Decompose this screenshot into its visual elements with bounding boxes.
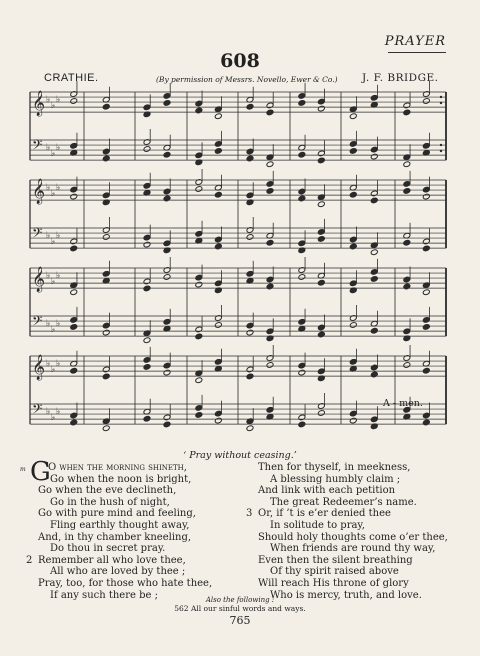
- permission-note: (By permission of Messrs. Novello, Ewer & Co.): [156, 75, 338, 84]
- note-head: [246, 148, 254, 155]
- note-head: [214, 148, 222, 155]
- verse-line: And link with each petition: [258, 485, 396, 497]
- note-head: [102, 425, 110, 432]
- also-label: Also the following :: [205, 596, 275, 604]
- note-head: [143, 234, 151, 241]
- note-head: [349, 141, 357, 148]
- verse-line: Of thy spirit raised above: [270, 566, 399, 578]
- flat-sign: ♭: [46, 407, 51, 417]
- verse-line: Pray, too, for those who hate thee,: [38, 577, 213, 589]
- note-head: [317, 324, 325, 331]
- note-head: [403, 328, 411, 335]
- treble-clef: 𝄞: [32, 91, 46, 116]
- page-number: 765: [229, 614, 251, 627]
- note-head: [370, 371, 378, 378]
- flat-sign: ♭: [46, 271, 51, 281]
- note-head: [349, 410, 357, 417]
- note-head: [70, 324, 78, 331]
- drop-capital: G: [30, 457, 51, 487]
- note-head: [195, 412, 203, 419]
- note-head: [214, 141, 222, 148]
- note-head: [246, 103, 254, 110]
- flat-sign: ♭: [51, 325, 56, 335]
- note-head: [370, 416, 378, 423]
- note-head: [349, 148, 357, 155]
- note-head: [422, 238, 430, 245]
- verse-line: Will reach His throne of glory: [258, 577, 409, 589]
- flat-sign: ♭: [51, 277, 56, 287]
- note-head: [403, 161, 411, 168]
- verse-line: Should holy thoughts come o’er thee,: [258, 531, 448, 543]
- verse-line: When friends are round thy way,: [270, 543, 436, 555]
- note-head: [422, 324, 430, 331]
- note-head: [102, 234, 110, 241]
- note-head: [163, 188, 171, 195]
- note-head: [266, 276, 274, 283]
- note-head: [195, 405, 203, 412]
- verse-line: The great Redeemer’s name.: [270, 496, 417, 508]
- note-head: [403, 283, 411, 290]
- hymn-number: 608: [220, 50, 260, 72]
- note-head: [214, 280, 222, 287]
- note-head: [298, 151, 306, 158]
- note-head: [195, 152, 203, 159]
- note-head: [214, 243, 222, 250]
- note-head: [266, 239, 274, 246]
- note-head: [102, 155, 110, 162]
- note-head: [163, 100, 171, 107]
- note-head: [266, 283, 274, 290]
- verse-3-lines: [250, 520, 460, 601]
- note-head: [298, 188, 306, 195]
- note-head: [195, 333, 203, 340]
- note-head: [349, 236, 357, 243]
- note-head: [298, 274, 306, 281]
- note-head: [143, 415, 151, 422]
- epigraph: ‘ Pray without ceasing.’: [183, 450, 297, 461]
- section-label: PRAYER: [384, 34, 446, 49]
- verse-line: If any such there be ;: [50, 589, 158, 601]
- note-head: [246, 425, 254, 432]
- note-head: [298, 362, 306, 369]
- note-head: [70, 193, 78, 200]
- note-head: [349, 243, 357, 250]
- note-head: [370, 146, 378, 153]
- note-head: [70, 245, 78, 252]
- note-head: [143, 241, 151, 248]
- note-head: [349, 359, 357, 366]
- note-head: [298, 93, 306, 100]
- verse-line: Who is mercy, truth, and love.: [270, 589, 422, 601]
- note-head: [422, 98, 430, 105]
- note-head: [246, 234, 254, 241]
- note-head: [422, 317, 430, 324]
- note-head: [163, 319, 171, 326]
- flat-sign: ♭: [51, 237, 56, 247]
- note-head: [143, 146, 151, 153]
- note-head: [143, 337, 151, 344]
- note-head: [349, 280, 357, 287]
- note-head: [214, 191, 222, 198]
- note-head: [195, 107, 203, 114]
- note-head: [163, 274, 171, 281]
- verse-line: Go in the hush of night,: [50, 496, 170, 508]
- note-head: [163, 414, 171, 421]
- verse-line: And, in thy chamber kneeling,: [38, 531, 192, 543]
- note-head: [70, 186, 78, 193]
- note-head: [422, 419, 430, 426]
- verse-line: Fling earthly thought away,: [50, 519, 190, 531]
- note-head: [246, 373, 254, 380]
- note-head: [317, 201, 325, 208]
- note-head: [163, 195, 171, 202]
- note-head: [163, 362, 171, 369]
- note-head: [102, 103, 110, 110]
- note-head: [403, 362, 411, 369]
- note-head: [370, 276, 378, 283]
- note-head: [422, 193, 430, 200]
- hymn-text-right-column: [246, 462, 460, 601]
- note-head: [266, 328, 274, 335]
- flat-sign: ♭: [46, 143, 51, 153]
- note-head: [102, 373, 110, 380]
- note-head: [143, 357, 151, 364]
- note-head: [317, 236, 325, 243]
- note-head: [102, 271, 110, 278]
- line-text: Or, if ’t is e’er denied thee: [258, 508, 391, 520]
- note-head: [422, 289, 430, 296]
- note-head: [317, 150, 325, 157]
- treble-clef: 𝄞: [32, 355, 46, 380]
- note-head: [163, 93, 171, 100]
- note-head: [266, 181, 274, 188]
- note-head: [102, 322, 110, 329]
- note-head: [246, 329, 254, 336]
- verse-mark: m: [20, 466, 26, 473]
- flat-sign: ♭: [56, 359, 61, 369]
- note-head: [214, 359, 222, 366]
- note-head: [266, 109, 274, 116]
- repeat-dot: [440, 150, 442, 152]
- note-head: [403, 239, 411, 246]
- verse-2-first-line: [26, 554, 240, 567]
- note-head: [246, 366, 254, 373]
- note-head: [246, 155, 254, 162]
- note-head: [70, 412, 78, 419]
- note-head: [70, 419, 78, 426]
- composer-name: J. F. BRIDGE.: [362, 72, 439, 84]
- flat-sign: ♭: [46, 95, 51, 105]
- note-head: [102, 148, 110, 155]
- verse-line: A blessing humbly claim ;: [270, 473, 401, 485]
- note-head: [70, 238, 78, 245]
- flat-sign: ♭: [56, 407, 61, 417]
- note-head: [403, 188, 411, 195]
- verse-2-continued: [250, 462, 460, 508]
- note-head: [195, 100, 203, 107]
- note-head: [370, 153, 378, 160]
- note-head: [370, 197, 378, 204]
- note-head: [214, 113, 222, 120]
- note-head: [266, 362, 274, 369]
- flat-sign: ♭: [56, 183, 61, 193]
- note-head: [246, 271, 254, 278]
- note-head: [143, 278, 151, 285]
- note-head: [102, 329, 110, 336]
- note-head: [317, 410, 325, 417]
- note-head: [298, 100, 306, 107]
- bass-clef: 𝄢: [32, 137, 43, 156]
- note-head: [143, 183, 151, 190]
- note-head: [317, 105, 325, 112]
- repeat-dot: [440, 144, 442, 146]
- verse-line: All who are loved by thee ;: [50, 566, 186, 578]
- treble-clef: 𝄞: [32, 179, 46, 204]
- verse-1-lines: [30, 474, 240, 555]
- note-head: [195, 186, 203, 193]
- treble-clef: 𝄞: [32, 267, 46, 292]
- note-head: [266, 407, 274, 414]
- note-head: [317, 279, 325, 286]
- note-head: [349, 191, 357, 198]
- note-head: [298, 319, 306, 326]
- hymn-text-left-column: [20, 457, 240, 601]
- note-head: [195, 274, 203, 281]
- verse-line: In solitude to pray,: [270, 519, 365, 531]
- note-head: [214, 410, 222, 417]
- verse-2: [26, 554, 240, 601]
- note-head: [163, 421, 171, 428]
- note-head: [349, 417, 357, 424]
- flat-sign: ♭: [46, 319, 51, 329]
- note-head: [70, 317, 78, 324]
- note-head: [403, 276, 411, 283]
- note-head: [298, 414, 306, 421]
- note-head: [403, 109, 411, 116]
- note-head: [102, 192, 110, 199]
- note-head: [143, 104, 151, 111]
- flat-sign: ♭: [56, 271, 61, 281]
- note-head: [266, 161, 274, 168]
- flat-sign: ♭: [56, 231, 61, 241]
- note-head: [70, 367, 78, 374]
- flat-sign: ♭: [56, 319, 61, 329]
- note-head: [422, 367, 430, 374]
- flat-sign: ♭: [46, 359, 51, 369]
- note-head: [214, 417, 222, 424]
- flat-sign: ♭: [56, 95, 61, 105]
- note-head: [422, 412, 430, 419]
- bass-clef: 𝄢: [32, 401, 43, 420]
- note-head: [298, 421, 306, 428]
- note-head: [246, 322, 254, 329]
- note-head: [298, 195, 306, 202]
- note-head: [317, 368, 325, 375]
- flat-sign: ♭: [51, 413, 56, 423]
- verse-number: 3: [246, 508, 253, 520]
- note-head: [370, 95, 378, 102]
- verse-line: Go when the eve declineth,: [38, 485, 177, 497]
- bass-clef: 𝄢: [32, 313, 43, 332]
- note-head: [370, 190, 378, 197]
- note-head: [195, 326, 203, 333]
- note-head: [370, 249, 378, 256]
- verse-line: Go when the noon is bright,: [50, 473, 192, 485]
- flat-sign: ♭: [56, 143, 61, 153]
- repeat-dot: [440, 96, 442, 98]
- verse-line: Go with pure mind and feeling,: [38, 508, 196, 520]
- first-line-text: O when the morning shineth,: [48, 462, 187, 473]
- note-head: [298, 369, 306, 376]
- flat-sign: ♭: [51, 101, 56, 111]
- note-head: [70, 143, 78, 150]
- note-head: [349, 113, 357, 120]
- repeat-dot: [440, 102, 442, 104]
- flat-sign: ♭: [51, 189, 56, 199]
- note-head: [195, 231, 203, 238]
- note-head: [163, 240, 171, 247]
- verse-3-first-line: [246, 508, 460, 520]
- note-head: [266, 102, 274, 109]
- note-head: [163, 369, 171, 376]
- note-head: [70, 289, 78, 296]
- note-head: [403, 102, 411, 109]
- verse-line: Even then the silent breathing: [258, 554, 413, 566]
- note-head: [246, 192, 254, 199]
- note-head: [298, 240, 306, 247]
- note-head: [195, 281, 203, 288]
- note-head: [422, 143, 430, 150]
- verse-line: Do thou in secret pray.: [50, 543, 166, 555]
- flat-sign: ♭: [51, 149, 56, 159]
- note-head: [70, 98, 78, 105]
- note-head: [214, 236, 222, 243]
- note-head: [422, 245, 430, 252]
- note-head: [143, 364, 151, 371]
- flat-sign: ♭: [46, 231, 51, 241]
- line-text: Remember all who love thee,: [38, 554, 186, 566]
- verse-number: 2: [26, 554, 33, 566]
- tune-name: CRATHIE.: [44, 72, 99, 84]
- note-head: [102, 366, 110, 373]
- note-head: [422, 186, 430, 193]
- note-head: [143, 285, 151, 292]
- note-head: [317, 229, 325, 236]
- note-head: [163, 151, 171, 158]
- note-head: [370, 269, 378, 276]
- also-item: 562 All our sinful words and ways.: [174, 604, 306, 613]
- flat-sign: ♭: [46, 183, 51, 193]
- flat-sign: ♭: [51, 365, 56, 375]
- amen-text: A - men.: [383, 398, 423, 409]
- note-head: [195, 377, 203, 384]
- note-head: [214, 322, 222, 329]
- note-head: [317, 98, 325, 105]
- note-head: [403, 181, 411, 188]
- note-head: [317, 331, 325, 338]
- note-head: [349, 322, 357, 329]
- bass-clef: 𝄢: [32, 225, 43, 244]
- note-head: [266, 188, 274, 195]
- note-head: [370, 364, 378, 371]
- verse-line: Then for thyself, in meekness,: [258, 462, 411, 473]
- note-head: [370, 327, 378, 334]
- note-head: [317, 157, 325, 164]
